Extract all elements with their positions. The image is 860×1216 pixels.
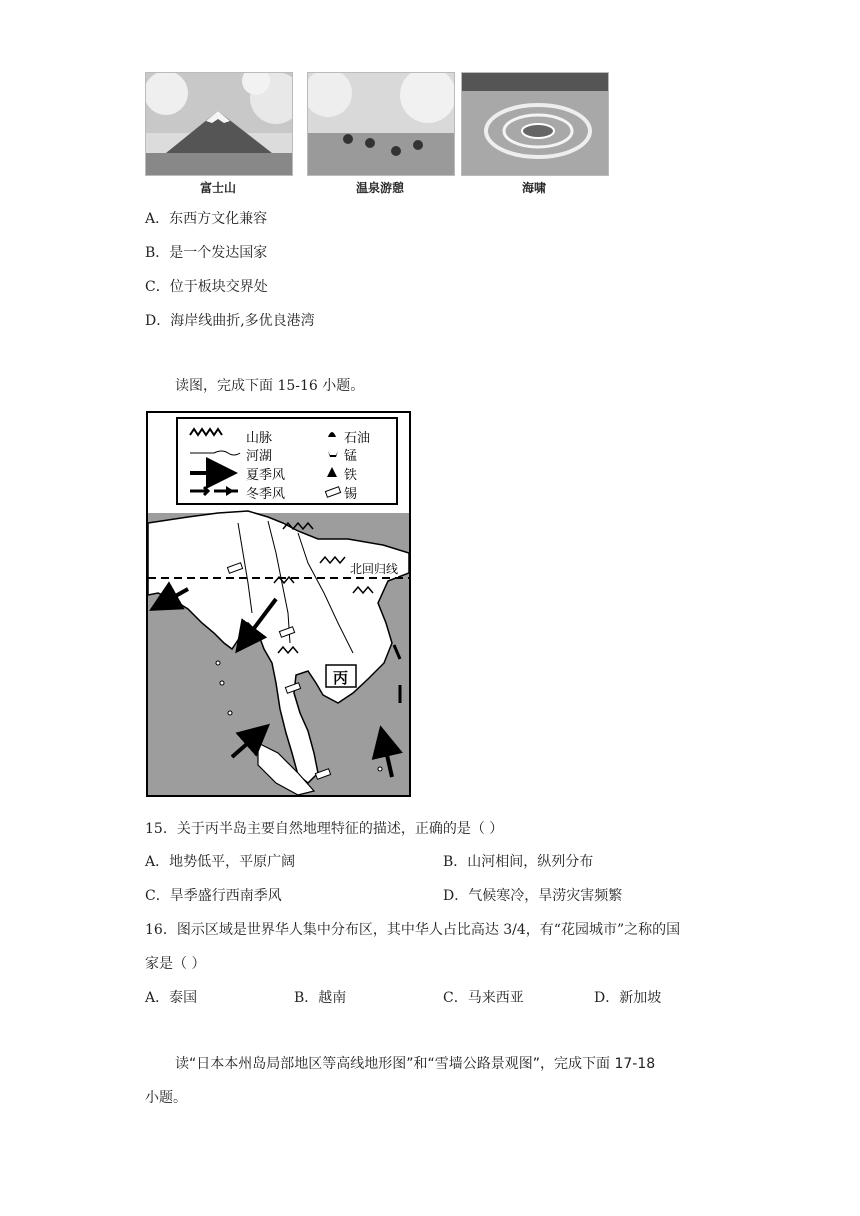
q16-stem-line2: 家是（ ） bbox=[145, 956, 206, 972]
legend-mountain: 山脉 bbox=[246, 431, 273, 446]
photo-tsunami bbox=[461, 72, 609, 176]
q16-option-b: B．越南 bbox=[294, 990, 347, 1006]
tropic-of-cancer-label: 北回归线 bbox=[350, 562, 399, 576]
southeast-asia-map bbox=[146, 411, 411, 797]
legend-tin: 锡 bbox=[344, 487, 358, 502]
q15-stem: 15．关于丙半岛主要自然地理特征的描述，正确的是（ ） bbox=[145, 821, 504, 837]
legend-river: 河湖 bbox=[246, 449, 273, 464]
q16-option-a: A．泰国 bbox=[145, 990, 198, 1006]
q15-option-a: A．地势低平，平原广阔 bbox=[145, 854, 296, 870]
photo-caption-hot-spring: 温泉游憩 bbox=[355, 181, 404, 195]
legend-manganese: 锰 bbox=[344, 449, 358, 464]
legend-iron: 铁 bbox=[344, 468, 358, 483]
peninsula-label: 丙 bbox=[333, 669, 349, 687]
q16-option-c: C．马来西亚 bbox=[443, 990, 524, 1006]
q16-stem-line1: 16．图示区域是世界华人集中分布区，其中华人占比高达 3/4，有“花园城市”之称的国 bbox=[145, 922, 681, 938]
legend-winter-wind: 冬季风 bbox=[246, 487, 286, 502]
q15-option-b: B．山河相间，纵列分布 bbox=[443, 854, 594, 870]
intro-17-18-line1: 读“日本本州岛局部地区等高线地形图”和“雪墙公路景观图”，完成下面 17-18 bbox=[175, 1056, 656, 1072]
q15-option-d: D．气候寒冷，旱涝灾害频繁 bbox=[443, 888, 623, 904]
q14-option-c: C．位于板块交界处 bbox=[145, 279, 268, 295]
q14-option-d: D．海岸线曲折,多优良港湾 bbox=[145, 313, 315, 329]
intro-15-16: 读图，完成下面 15-16 小题。 bbox=[175, 378, 365, 394]
photo-hot-spring bbox=[307, 72, 455, 176]
photo-caption-tsunami: 海啸 bbox=[521, 181, 546, 195]
q14-option-b: B．是一个发达国家 bbox=[145, 245, 268, 261]
q14-option-a: A．东西方文化兼容 bbox=[145, 211, 268, 227]
intro-17-18-line2: 小题。 bbox=[145, 1090, 187, 1106]
map-legend bbox=[176, 417, 398, 505]
q15-option-c: C．旱季盛行西南季风 bbox=[145, 888, 282, 904]
photo-mount-fuji bbox=[145, 72, 293, 176]
legend-summer-wind: 夏季风 bbox=[246, 468, 286, 483]
q16-option-d: D．新加坡 bbox=[594, 990, 662, 1006]
legend-oil: 石油 bbox=[344, 431, 371, 446]
photo-caption-fuji: 富士山 bbox=[199, 181, 236, 195]
